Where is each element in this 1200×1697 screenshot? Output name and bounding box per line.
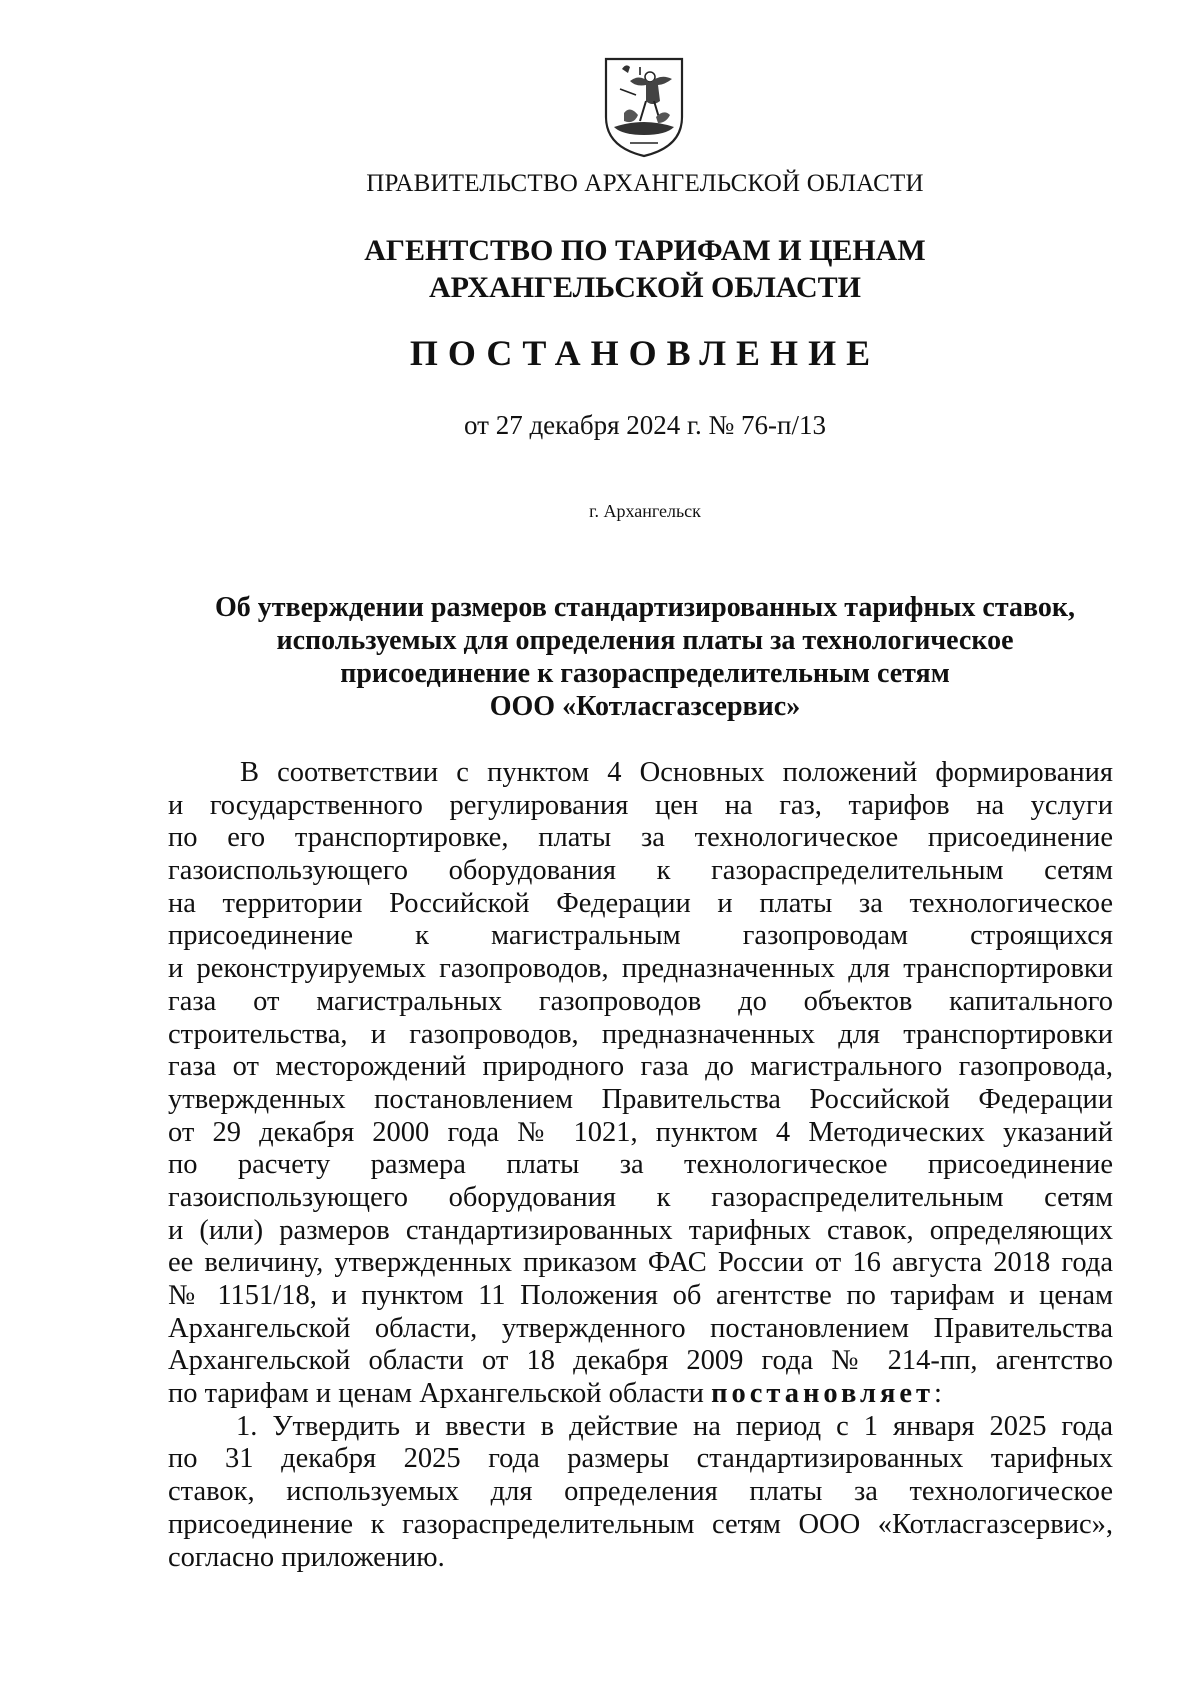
body-line: согласно приложению. [168,1541,445,1573]
paragraph-preamble [168,757,1113,1411]
resolves-prefix: по тарифам и ценам Архангельской области [168,1378,712,1410]
body-line: Архангельской области от 18 декабря 2009 года № 214-пп, агентство [168,1345,1113,1377]
body-line: Архангельской области, утвержденного постановлением Правительства [168,1312,1113,1344]
body-line: от 29 декабря 2000 года № 1021, пунктом 4 Методических указаний [168,1116,1113,1148]
body-line: газоиспользующего оборудования к газораспределительным сетям [168,855,1113,887]
body-line: газа от магистральных газопроводов до объектов капитального [168,985,1113,1017]
body-line: 1. Утвердить и ввести в действие на период с 1 января 2025 года [236,1410,1113,1442]
body-line: ее величину, утвержденных приказом ФАС России от 16 августа 2018 года [168,1247,1113,1279]
title-line-1: Об утверждении размеров стандартизированных тарифных ставок, [214,592,1076,623]
document-date-number: от 27 декабря 2024 г. № 76-п/13 [464,410,826,440]
body-line: В соответствии с пунктом 4 Основных положений формирования [240,757,1113,788]
paragraph-item-1 [168,1411,1113,1574]
body-line: присоединение к газораспределительным сетям ООО «Котласгазсервис», [168,1508,1113,1540]
resolves-word: постановляет [711,1378,935,1410]
document-body [168,757,1113,1574]
body-line-resolves [168,1378,1113,1411]
body-line: по расчету размера платы за технологическое присоединение [168,1149,1113,1181]
agency-name-line-1: АГЕНТСТВО ПО ТАРИФАМ И ЦЕНАМ [364,234,926,267]
body-line: газоиспользующего оборудования к газораспределительным сетям [168,1181,1113,1213]
agency-name [0,232,1200,306]
document-title [0,591,1200,723]
title-line-3: присоединение к газораспределительным сетям [340,658,950,689]
government-name: ПРАВИТЕЛЬСТВО АРХАНГЕЛЬСКОЙ ОБЛАСТИ [366,170,924,197]
body-line: и государственного регулирования цен на газ, тарифов на услуги [168,789,1113,821]
body-line: и (или) размеров стандартизированных тарифных ставок, определяющих [168,1214,1113,1246]
arkhangelsk-coat-of-arms-icon [600,55,688,159]
body-line: и реконструируемых газопроводов, предназначенных для транспортировки [168,953,1113,985]
body-line: газа от месторождений природного газа до магистрального газопровода, [168,1051,1113,1083]
body-line: утвержденных постановлением Правительства Российской Федерации [168,1083,1113,1115]
body-line: на территории Российской Федерации и платы за технологическое [168,887,1113,919]
agency-name-line-2: АРХАНГЕЛЬСКОЙ ОБЛАСТИ [429,271,861,304]
body-line: ставок, используемых для определения платы за технологическое [168,1476,1113,1508]
document-city: г. Архангельск [589,501,701,521]
title-line-4: ООО «Котласгазсервис» [489,691,801,722]
document-type: ПОСТАНОВЛЕНИЕ [409,333,881,373]
resolves-suffix: : [934,1378,942,1410]
body-line: по его транспортировке, платы за технологическое присоединение [168,822,1113,854]
body-line: № 1151/18, и пунктом 11 Положения об агентстве по тарифам и ценам [168,1280,1113,1311]
title-line-2: используемых для определения платы за технологическое [276,625,1014,656]
body-line: строительства, и газопроводов, предназначенных для транспортировки [168,1018,1113,1050]
body-line: по 31 декабря 2025 года размеры стандартизированных тарифных [168,1443,1113,1475]
body-line: присоединение к магистральным газопроводам строящихся [168,920,1113,952]
